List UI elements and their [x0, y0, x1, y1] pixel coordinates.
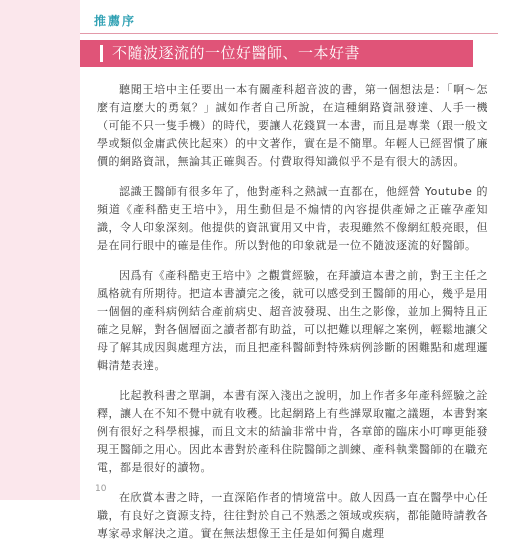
paragraph-1: 聽聞王培中主任要出一本有關產科超音波的書，第一個想法是：「啊～怎麼有這麼大的勇氣？」誠如作者自己所說，在這種網路資訊發達、人手一機（可能不只一隻手機）的時代，要讓人花錢買一本書，而且是專業（跟一般文學或類似金庸武俠比起來）的中文著作，實在是不簡單。年輕人已經習慣了廉價的網路資訊，無論其正確與否。付費取得知識似乎不是有很大的誘因。	[97, 83, 488, 168]
title-banner	[80, 40, 473, 67]
body-text	[97, 81, 488, 555]
paragraph-5: 在欣賞本書之時，一直深陷作者的情境當中。啟人因爲一直在醫學中心任職，有良好之資源支持，往往對於自己不熟悉之領域或疾病，都能隨時請教各專家尋求解決之道。實在無法想像王主任是如何獨自處理	[97, 491, 488, 540]
section-label: 推薦序	[94, 14, 137, 28]
paragraph-3: 因爲有《產科酷吏王培中》之觀賞經驗，在拜讀這本書之前，對王主任之風格就有所期待。把這本書讀完之後，就可以感受到王醫師的用心，幾乎是用一個個的產科病例結合產前病史、超音波發現、出生之影像，並加上獨特且正確之見解，對各個層面之讀者都有助益，可以把難以理解之案例，輕鬆地讓父母了解其成因與處理方法，而且把產科醫師對特殊病例診斷的困難點和處理邏輯清楚表達。	[97, 269, 488, 372]
paragraph-4: 比起教科書之單調，本書有深入淺出之說明，加上作者多年產科經驗之詮釋，讓人在不知不覺中就有收穫。比起網路上有些譁眾取寵之議題，本書對案例有很好之科學根據，而且文末的結論非常中肯，各章節的臨床小叮嚀更能發現王醫師之用心。因此本書對於產科住院醫師之訓練、產科執業醫師的在職充電，都是很好的讀物。	[97, 389, 488, 474]
header-rule	[80, 33, 498, 34]
title-bar-mark	[100, 45, 103, 62]
side-band	[0, 0, 80, 500]
paragraph-2: 認識王醫師有很多年了，他對產科之熱誠一直都在，他經營 Youtube 的頻道《產科酷吏王培中》，用生動但是不煽情的內容提供產婦之正確孕產知識，令人印象深刻。他提供的資訊實用又中肯，表現雖然不像網紅般亮眼，但是在同行眼中的確是佳作。所以對他的印象就是一位不隨波逐流的好醫師。	[97, 185, 488, 252]
page-number: 10	[95, 484, 107, 494]
chapter-title: 不隨波逐流的一位好醫師、一本好書	[112, 44, 361, 62]
